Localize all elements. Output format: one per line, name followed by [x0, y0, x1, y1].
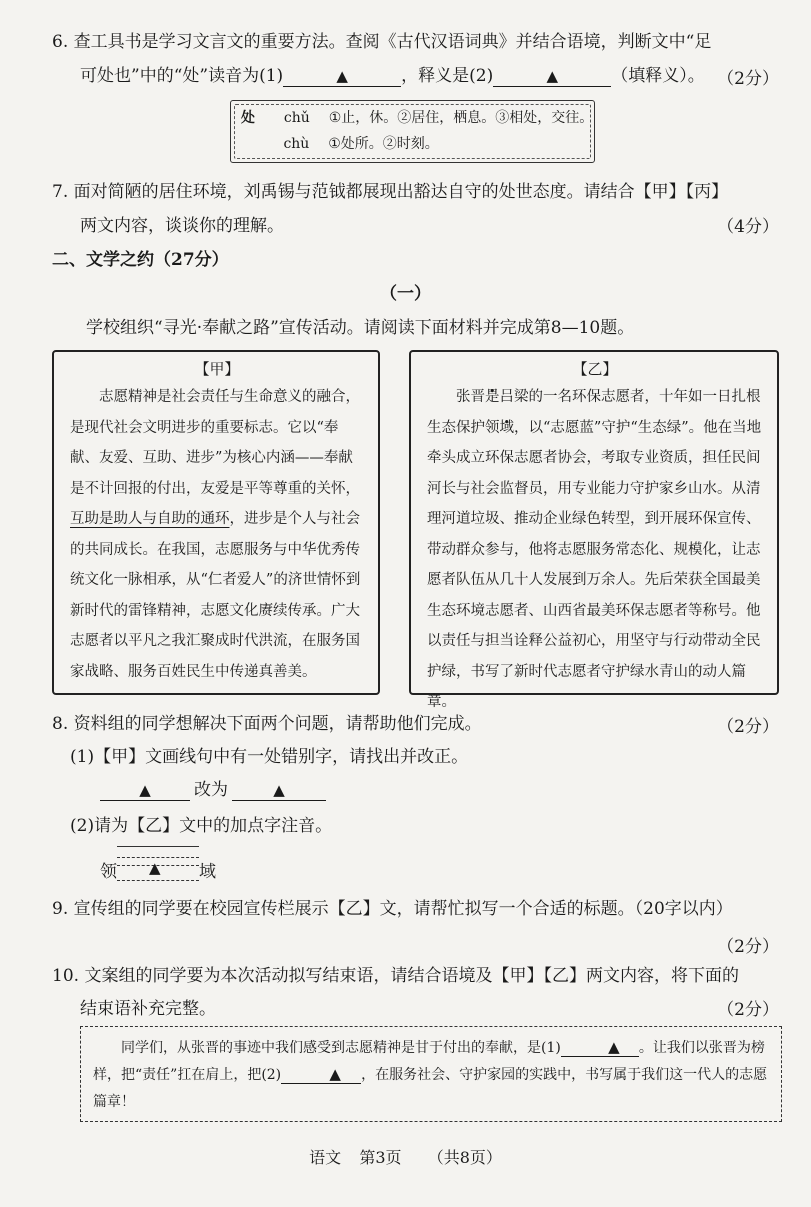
passage-jia-part1: 志愿精神是社会责任与生命意义的融合，是现代社会文明进步的重要标志。它以“奉献、友爱、互助、进步”为核心内涵——奉献是不计回报的付出，友爱是平等尊重的关怀，: [70, 389, 360, 497]
q9-line1: 9. 宣传组的同学要在校园宣传栏展示【乙】文，请帮忙拟写一个合适的标题。（20字以内）: [52, 899, 733, 919]
dictionary-reading-1: chǔ: [283, 110, 310, 126]
dotted-char-jin: 晋: [470, 389, 485, 405]
section-intro: 学校组织“寻光·奉献之路”宣传活动。请阅读下面材料并完成第8—10题。: [86, 318, 635, 338]
q8-correction-row: [100, 778, 326, 802]
q10-score: （2分）: [717, 1000, 779, 1020]
footer-total: （共8页）: [427, 1148, 502, 1167]
q7-line2: 两文内容，谈谈你的理解。: [80, 216, 284, 236]
q8-pinyin-row: [100, 857, 216, 884]
answer-marker-icon: ▲: [546, 67, 559, 85]
q8-line1: 8. 资料组的同学想解决下面两个问题，请帮助他们完成。: [52, 714, 482, 734]
q8-sub1: (1)【甲】文画线句中有一处错别字，请找出并改正。: [70, 747, 469, 767]
q8-score: （2分）: [717, 717, 779, 737]
passage-yi-part-a: 张: [456, 389, 471, 405]
answer-marker-icon: ▲: [149, 859, 161, 877]
passage-jia-title: 【甲】: [194, 360, 240, 378]
q6-line2-c: （填释义）。: [611, 66, 705, 86]
q8-correct-char-blank[interactable]: [232, 780, 326, 801]
closing-part-c: ，在服务社会、守护家园的实践中，书写属于我们这一代人的志愿篇章！: [93, 1067, 768, 1110]
q10-line2: 结束语补充完整。: [80, 999, 216, 1019]
passage-yi: [409, 350, 779, 710]
closing-remarks-text: [93, 1035, 771, 1116]
q10-line1: 10. 文案组的同学要为本次活动拟写结束语，请结合语境及【甲】【乙】两文内容，将下面的: [52, 966, 739, 986]
passage-yi-part-b: 是吕梁的一名环保志愿者，十年如一日扎根生态保护: [427, 389, 761, 436]
dictionary-entry-box: [230, 100, 595, 163]
pinyin-writing-box[interactable]: [117, 857, 199, 881]
answer-marker-icon: ▲: [336, 67, 348, 85]
q6-blank-2[interactable]: [493, 66, 611, 87]
q10-blank-1[interactable]: [561, 1038, 639, 1057]
q6-line2: [80, 64, 705, 88]
q7-line1: 7. 面对简陋的居住环境，刘禹锡与范钺都展现出豁达自守的处世态度。请结合【甲】【丙】: [52, 182, 729, 202]
passage-jia-text: [70, 382, 364, 687]
dictionary-row-1: [241, 105, 594, 131]
answer-marker-icon: ▲: [139, 781, 151, 799]
passage-jia: [52, 350, 380, 695]
dictionary-meaning-2: ①处所。②时刻。: [328, 136, 439, 152]
answer-marker-icon: ▲: [608, 1038, 620, 1056]
q6-line2-b: ，释义是(2): [401, 66, 494, 86]
answer-marker-icon: ▲: [273, 781, 285, 799]
yu-char: 域: [199, 862, 216, 882]
dictionary-char: 处: [241, 110, 255, 126]
passage-yi-title: 【乙】: [572, 360, 618, 378]
passage-yi-text: [427, 382, 763, 718]
q8-sub2: (2)请为【乙】文中的加点字注音。: [70, 816, 333, 836]
q8-wrong-char-blank[interactable]: [100, 780, 190, 801]
section-title: 二、文学之约（27分）: [52, 250, 229, 270]
footer-page: 第3页: [359, 1148, 402, 1167]
q6-blank-1[interactable]: [283, 66, 401, 87]
closing-remarks-box: [80, 1026, 782, 1122]
page-footer: [0, 1145, 811, 1168]
passage-jia-part2: ，进步是个人与社会的共同成长。在我国，志愿服务与中华优秀传统文化一脉相承，从“仁者爱人”的济世情怀到新时代的雷锋精神，志愿文化赓续传承。广大志愿者以平凡之我汇聚成时代洪流，在服务国家战略、服务百姓民生中传递真善美。: [70, 511, 361, 680]
dictionary-row-2: [241, 131, 584, 157]
closing-part-a: 同学们，从张晋的事迹中我们感受到志愿精神是甘于付出的奉献，是(1): [121, 1040, 561, 1056]
closing-part-b: 。让我们以张晋为榜样，把“责任”扛在肩上，把(2): [93, 1040, 765, 1083]
footer-subject: 语文: [309, 1148, 342, 1167]
ling-char: 领: [100, 862, 117, 882]
dictionary-meaning-1: ①止，休。②居住，栖息。③相处，交往。: [328, 110, 594, 126]
q7-score: （4分）: [717, 217, 779, 237]
q6-line1: 6. 查工具书是学习文言文的重要方法。查阅《古代汉语词典》并结合语境，判断文中“足: [52, 32, 712, 52]
section-subtitle: （一）: [380, 284, 431, 304]
q6-line2-a: 可处也”中的“处”读音为(1): [80, 66, 284, 86]
q9-score: （2分）: [717, 937, 779, 957]
answer-marker-icon: ▲: [329, 1065, 341, 1083]
dotted-char-ling: 领: [485, 419, 500, 436]
change-to-label: 改为: [194, 780, 228, 800]
passage-yi-part-c: 域，以“志愿蓝”守护“生态绿”。他在当地牵头成立环保志愿者协会，考取专业资质，担任民间河长与社会监督员，用专业能力守护家乡山水。从清理河道垃圾、推动企业绿色转型，到开展环保宣传、带动群众参与，他将志愿服务常态化、规模化，让志愿者队伍从几十人发展到万余人。先后荣获全国最美生态环境志愿者、山西省最美环保志愿者等称号。他以责任与担当诠释公益初心，用坚守与行动带动全民护绿，书写了新时代志愿者守护绿水青山的动人篇章。: [427, 419, 762, 710]
underlined-sentence: 互助是助人与自助的通环: [70, 511, 230, 527]
q6-score: （2分）: [717, 69, 779, 89]
dictionary-reading-2: chù: [283, 136, 310, 152]
q10-blank-2[interactable]: [281, 1065, 361, 1084]
